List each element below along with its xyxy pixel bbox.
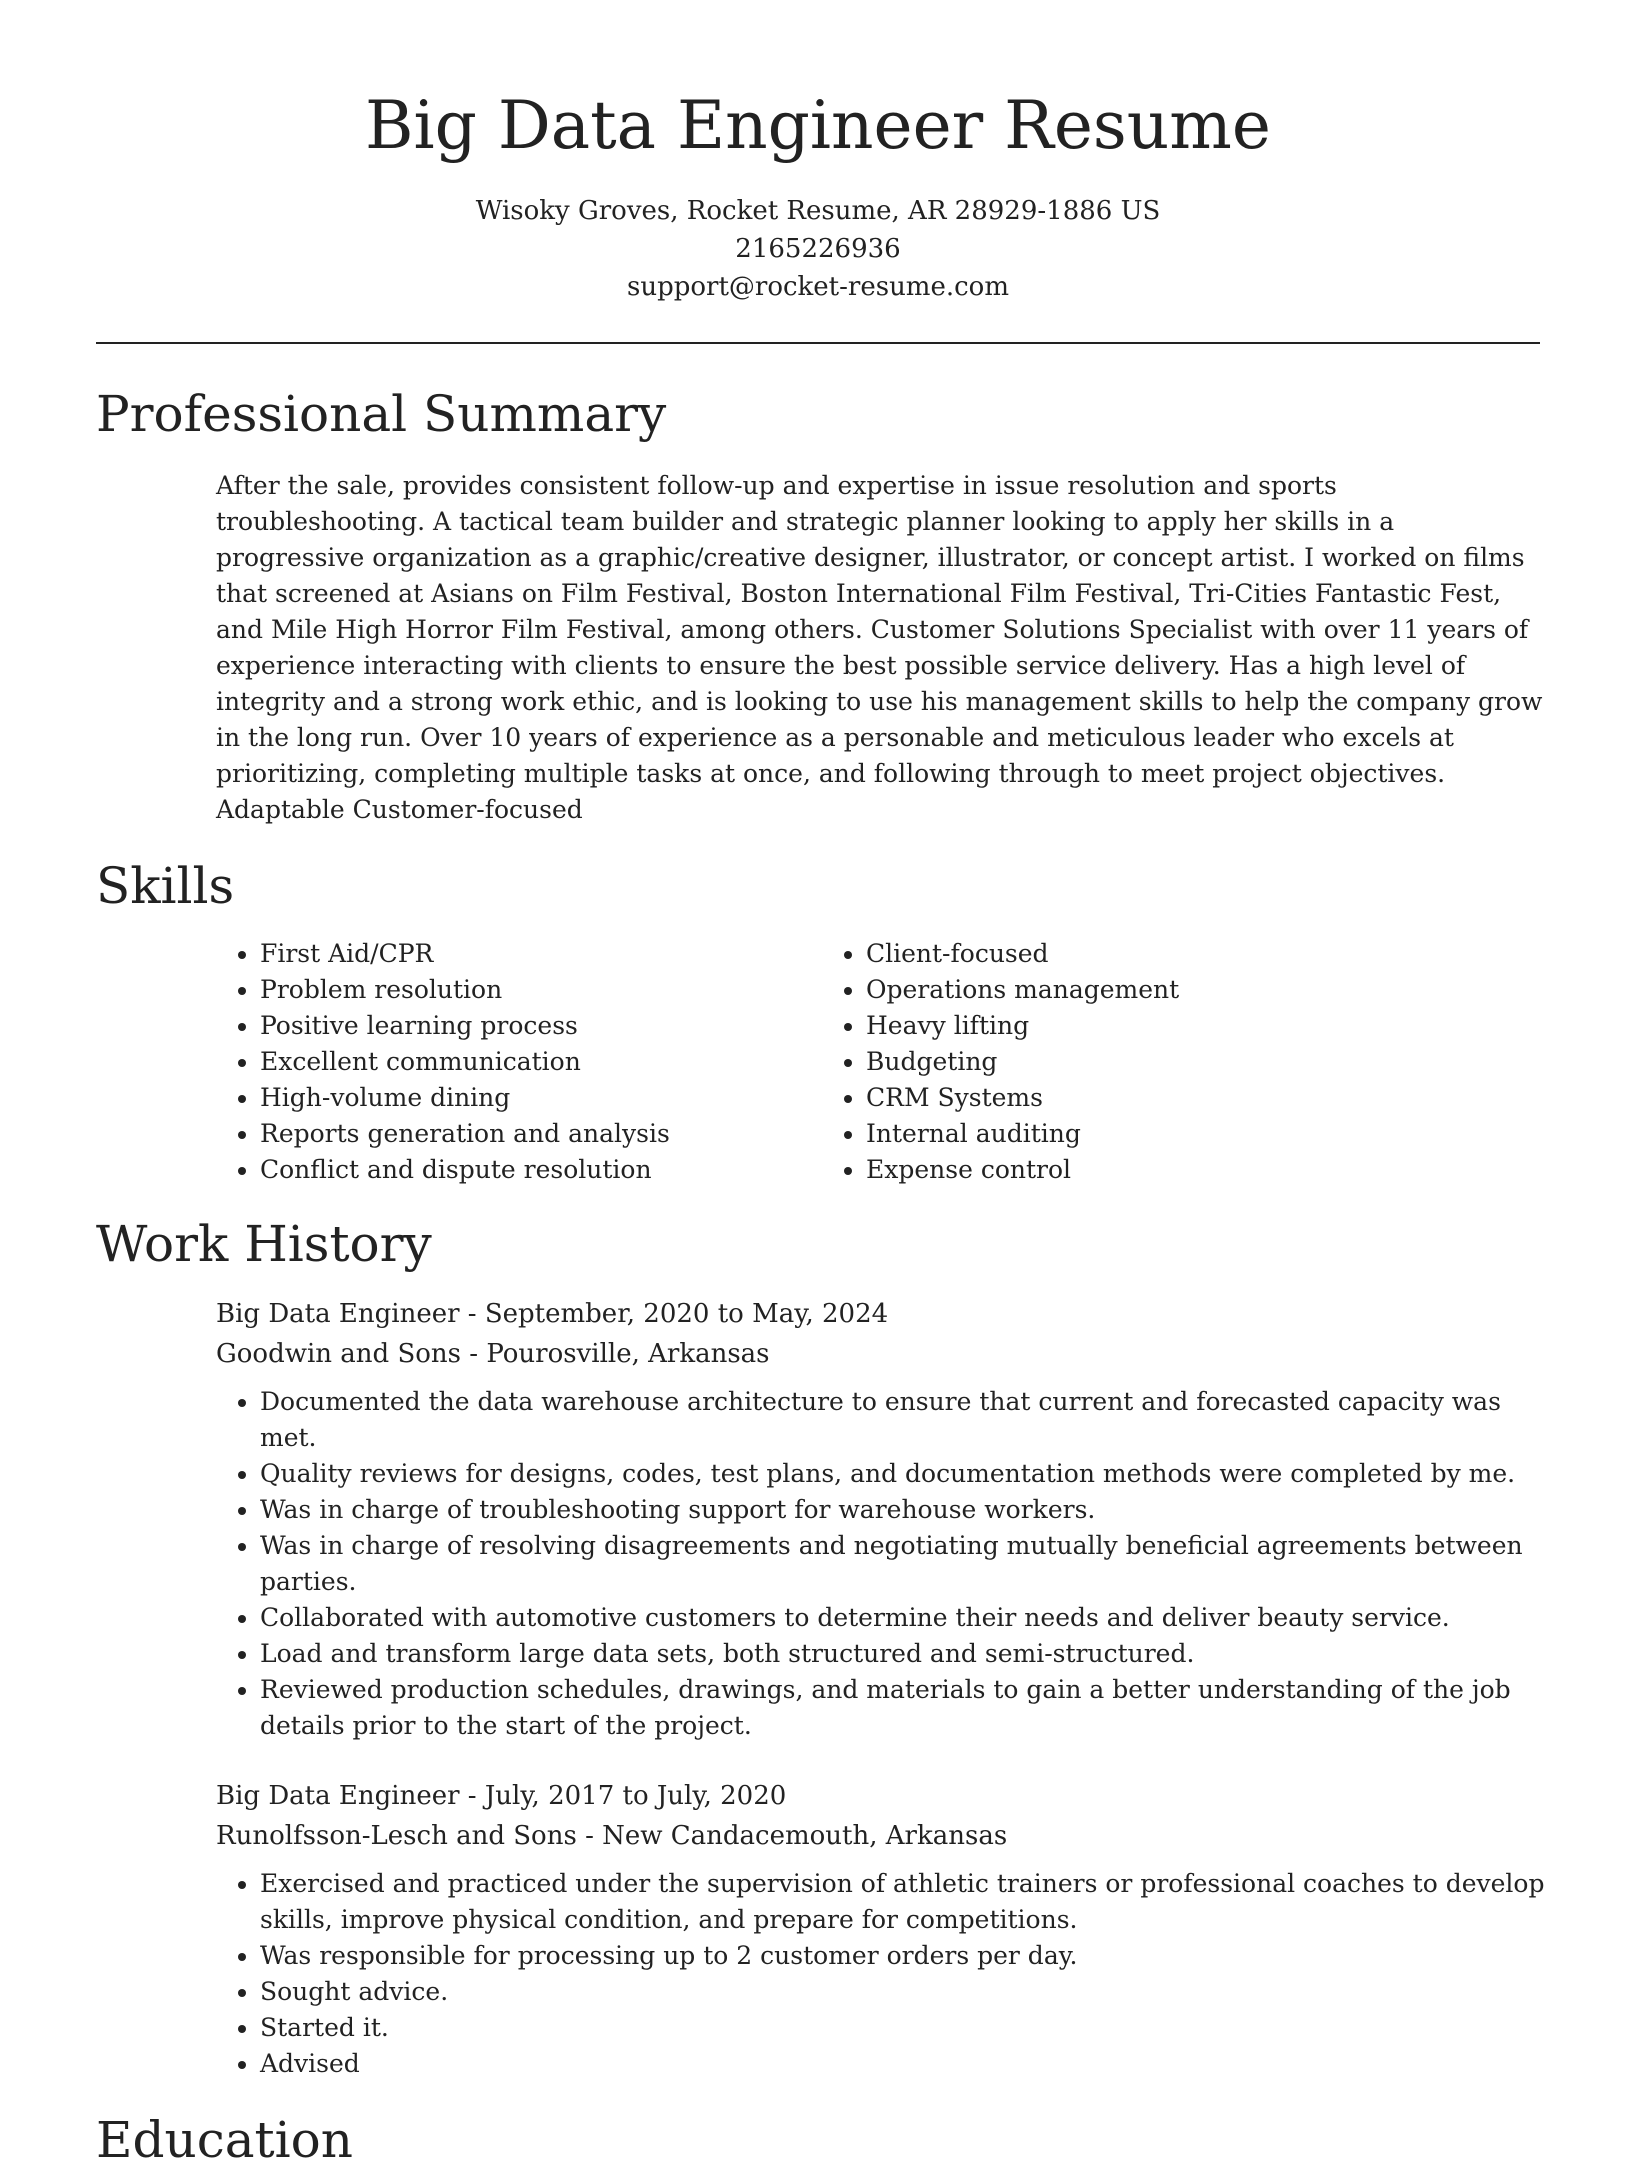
skill-item: • CRM Systems <box>866 1080 1428 1116</box>
job-bullet: • Reviewed production schedules, drawings, and materials to gain a better understanding of the job details prior to the start of the project. <box>260 1672 1560 1744</box>
skills-section <box>96 856 1540 1188</box>
contact-address: Wisoky Groves, Rocket Resume, AR 28929-1886 US <box>475 196 1161 226</box>
skill-item: • Client-focused <box>866 936 1428 972</box>
job-bullet: • Was in charge of troubleshooting support for warehouse workers. <box>260 1492 1560 1528</box>
skill-item: • Problem resolution <box>260 972 822 1008</box>
skill-item: • Positive learning process <box>260 1008 822 1044</box>
skill-item: • First Aid/CPR <box>260 936 822 972</box>
skill-item: • Conflict and dispute resolution <box>260 1152 822 1188</box>
job-bullet: • Exercised and practiced under the supervision of athletic trainers or professional coaches to develop skills, improve physical condition, and prepare for competitions. <box>260 1866 1560 1938</box>
resume-page <box>96 0 1545 2170</box>
job-bullet: • Was in charge of resolving disagreements and negotiating mutually beneficial agreements between parties. <box>260 1528 1560 1600</box>
education-heading: Education <box>96 2111 353 2169</box>
education-section <box>96 2110 1540 2170</box>
job-bullet: • Was responsible for processing up to 2 customer orders per day. <box>260 1938 1560 1974</box>
skills-heading: Skills <box>96 857 235 915</box>
job-bullet: • Quality reviews for designs, codes, test plans, and documentation methods were completed by me. <box>260 1456 1560 1492</box>
work-history-section <box>96 1214 1545 2082</box>
skill-item: • Internal auditing <box>866 1116 1428 1152</box>
skill-item: • Reports generation and analysis <box>260 1116 822 1152</box>
skills-list-left <box>216 936 822 1188</box>
job-entry <box>216 1294 1540 1744</box>
job-bullet: • Collaborated with automotive customers to determine their needs and deliver beauty service. <box>260 1600 1560 1636</box>
skill-item: • Excellent communication <box>260 1044 822 1080</box>
contact-email: support@rocket-resume.com <box>626 272 1009 302</box>
job-bullet: • Documented the data warehouse architecture to ensure that current and forecasted capacity was met. <box>260 1384 1560 1456</box>
skills-list-right <box>822 936 1428 1188</box>
skill-item: • High-volume dining <box>260 1080 822 1116</box>
header-divider <box>96 342 1540 344</box>
job-entry <box>216 1776 1545 2082</box>
resume-header <box>96 0 1540 306</box>
job-company-location: Runolfsson-Lesch and Sons - New Candacemouth, Arkansas <box>216 1821 1008 1851</box>
skill-item: • Heavy lifting <box>866 1008 1428 1044</box>
work-history-heading: Work History <box>96 1215 432 1273</box>
job-bullet: • Started it. <box>260 2010 1560 2046</box>
job-title-dates: Big Data Engineer - September, 2020 to May, 2024 <box>216 1299 889 1329</box>
job-company-location: Goodwin and Sons - Pourosville, Arkansas <box>216 1339 770 1369</box>
job-bullet: • Advised <box>260 2046 1560 2082</box>
summary-text: After the sale, provides consistent follow-up and expertise in issue resolution and sports troubleshooting. A tactical team builder and strategic planner looking to apply her skills in a progressive organization as a graphic/creative designer, illustrator, or concept artist. I worked on films that screened at Asians on Film Festival, Boston International Film Festival, Tri-Cities Fantastic Fest, and Mile High Horror Film Festival, among others. Customer Solutions Specialist with over 11 years of experience interacting with clients to ensure the best possible service delivery. Has a high level of integrity and a strong work ethic, and is looking to use his management skills to help the company grow in the long run. Over 10 years of experience as a personable and meticulous leader who excels at prioritizing, completing multiple tasks at once, and following through to meet project objectives. Adaptable Customer-focused <box>216 471 1543 824</box>
job-bullets <box>216 1866 1560 2082</box>
resume-title: Big Data Engineer Resume <box>365 87 1271 164</box>
skill-item: • Expense control <box>866 1152 1428 1188</box>
skills-grid <box>216 936 1540 1188</box>
job-bullet: • Sought advice. <box>260 1974 1560 2010</box>
summary-heading: Professional Summary <box>96 385 667 443</box>
contact-phone: 2165226936 <box>735 234 901 264</box>
job-bullet: • Load and transform large data sets, both structured and semi-structured. <box>260 1636 1560 1672</box>
summary-section <box>96 384 1543 828</box>
skill-item: • Operations management <box>866 972 1428 1008</box>
job-bullets <box>216 1384 1560 1744</box>
skill-item: • Budgeting <box>866 1044 1428 1080</box>
job-title-dates: Big Data Engineer - July, 2017 to July, 2020 <box>216 1781 787 1811</box>
